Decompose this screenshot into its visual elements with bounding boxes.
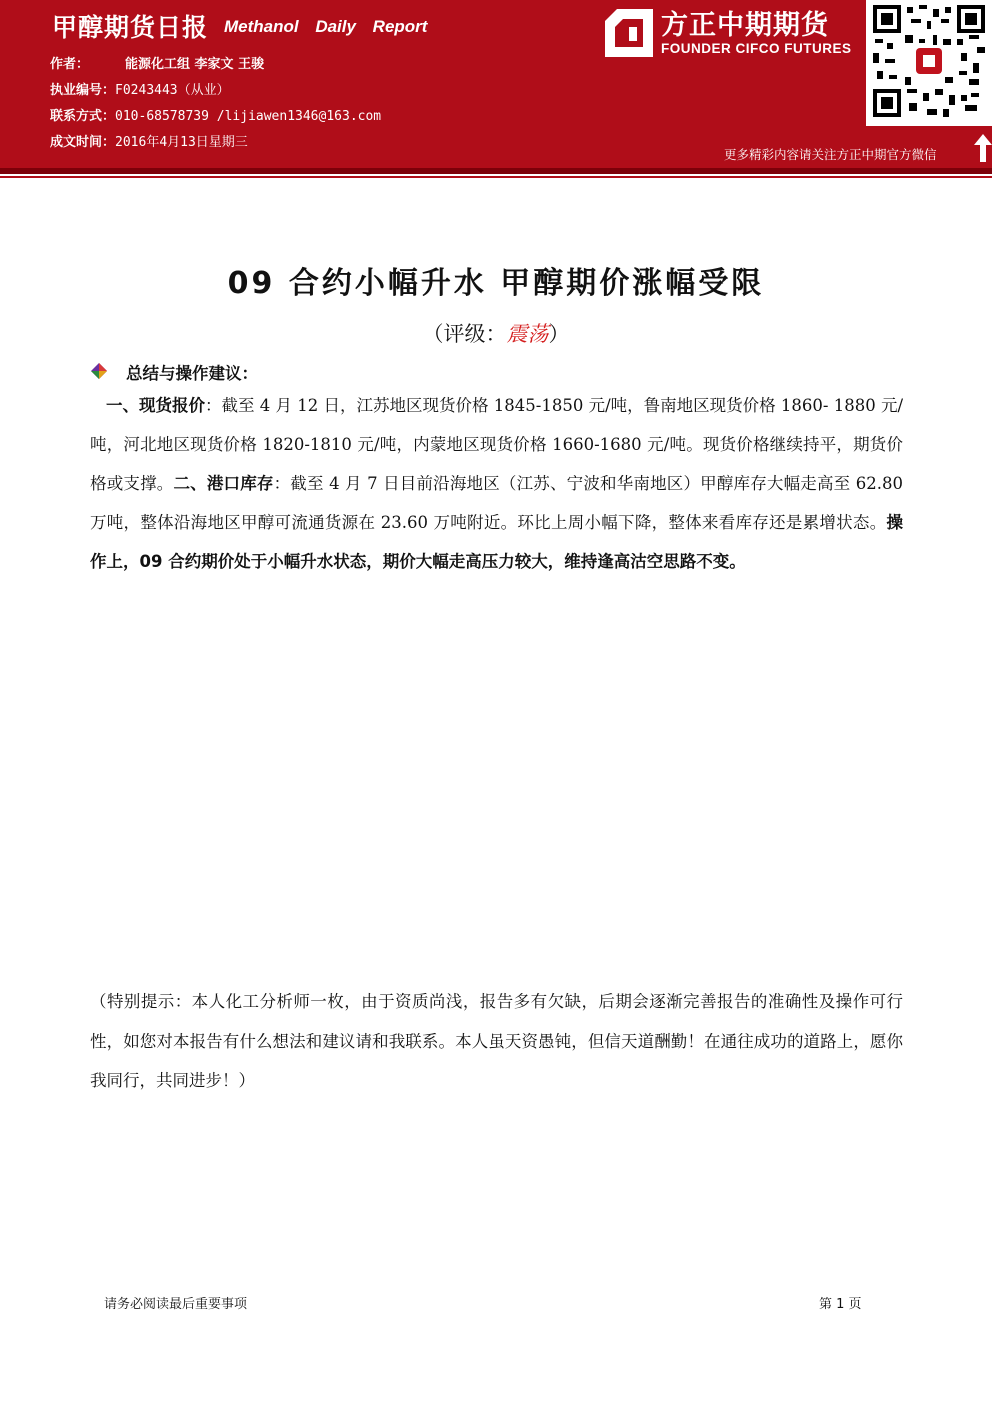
- rating-line: [0, 318, 992, 348]
- meta-license-value: F0243443（从业）: [115, 83, 230, 98]
- company-logo: [603, 5, 863, 61]
- meta-author-label: 作者：: [50, 57, 90, 72]
- meta-license-label: 执业编号：: [50, 83, 116, 98]
- summary-paragraph: [90, 386, 903, 581]
- report-header-banner: [0, 0, 992, 168]
- logo-english-name: FOUNDER CIFCO FUTURES: [661, 41, 852, 56]
- spot-price-text: ：截至 4 月 12 日，江苏地区现货价格 1845-1850 元/吨，鲁南地区现货价格 1860- 1880 元/吨，河北地区现货价格 1820-1810 元/吨，内蒙地区现货价格 1660-1680 元/吨。现货价格继续持平，期货价格或支撑。: [90, 396, 904, 493]
- meta-date-value: 2016年4月13日星期三: [115, 135, 248, 150]
- meta-author-value: 能源化工组 李家文 王骏: [125, 57, 265, 72]
- meta-contact-value: 010-68578739 /lijiawen1346@163.com: [115, 109, 382, 124]
- report-title: 甲醇期货日报: [52, 13, 209, 42]
- wechat-qr-code: [866, 0, 992, 126]
- port-inventory-text: ：截至 4 月 7 日目前沿海地区（江苏、宁波和华南地区）甲醇库存大幅走高至 62.80 万吨，整体沿海地区甲醇可流通货源在 23.60 万吨附近。环比上周小幅下降，整体来看库存还是累增状态。: [90, 474, 904, 532]
- meta-author: [50, 53, 264, 72]
- logo-chinese-name: 方正中期期货: [661, 10, 829, 41]
- report-subtitle: Methanol Daily Report: [224, 17, 428, 36]
- wechat-follow-note: 更多精彩内容请关注方正中期官方微信: [724, 147, 937, 162]
- meta-contact-label: 联系方式：: [50, 109, 116, 124]
- footer-notice: 请务必阅读最后重要事项: [104, 1297, 248, 1312]
- section-heading: 总结与操作建议：: [126, 364, 258, 383]
- header-divider-thin: [0, 176, 992, 178]
- special-note: （特别提示：本人化工分析师一枚，由于资质尚浅，报告多有欠缺，后期会逐渐完善报告的准确性及操作可行性，如您对本报告有什么想法和建议请和我联系。本人虽天资愚钝，但信天道酬勤！在通往成功的道路上，愿你我同行，共同进步！）: [90, 992, 903, 1090]
- meta-date: [50, 131, 248, 150]
- meta-license: [50, 79, 230, 98]
- arrow-up-icon: [974, 134, 992, 162]
- operation-advice: 操作上，09 合约期价处于小幅升水状态，期价大幅走高压力较大，维持逢高沽空思路不变。: [90, 513, 903, 571]
- rating-suffix: ）: [548, 322, 570, 346]
- article-title: 09 合约小幅升水 甲醇期价涨幅受限: [227, 266, 765, 301]
- heading-port-inventory: 二、港口库存: [173, 474, 274, 493]
- diamond-bullet-icon: [90, 362, 108, 380]
- meta-contact: [50, 105, 381, 124]
- page-number: 第 1 页: [819, 1297, 862, 1312]
- header-divider-dark: [0, 168, 992, 174]
- rating-value: 震荡: [506, 322, 549, 346]
- founder-logo-icon: [603, 7, 655, 59]
- rating-prefix: （评级：: [422, 322, 507, 346]
- qr-code-icon: [873, 5, 985, 117]
- heading-spot-price: 现货报价: [139, 396, 206, 415]
- para-lead: 一、: [106, 396, 140, 415]
- meta-date-label: 成文时间：: [50, 135, 116, 150]
